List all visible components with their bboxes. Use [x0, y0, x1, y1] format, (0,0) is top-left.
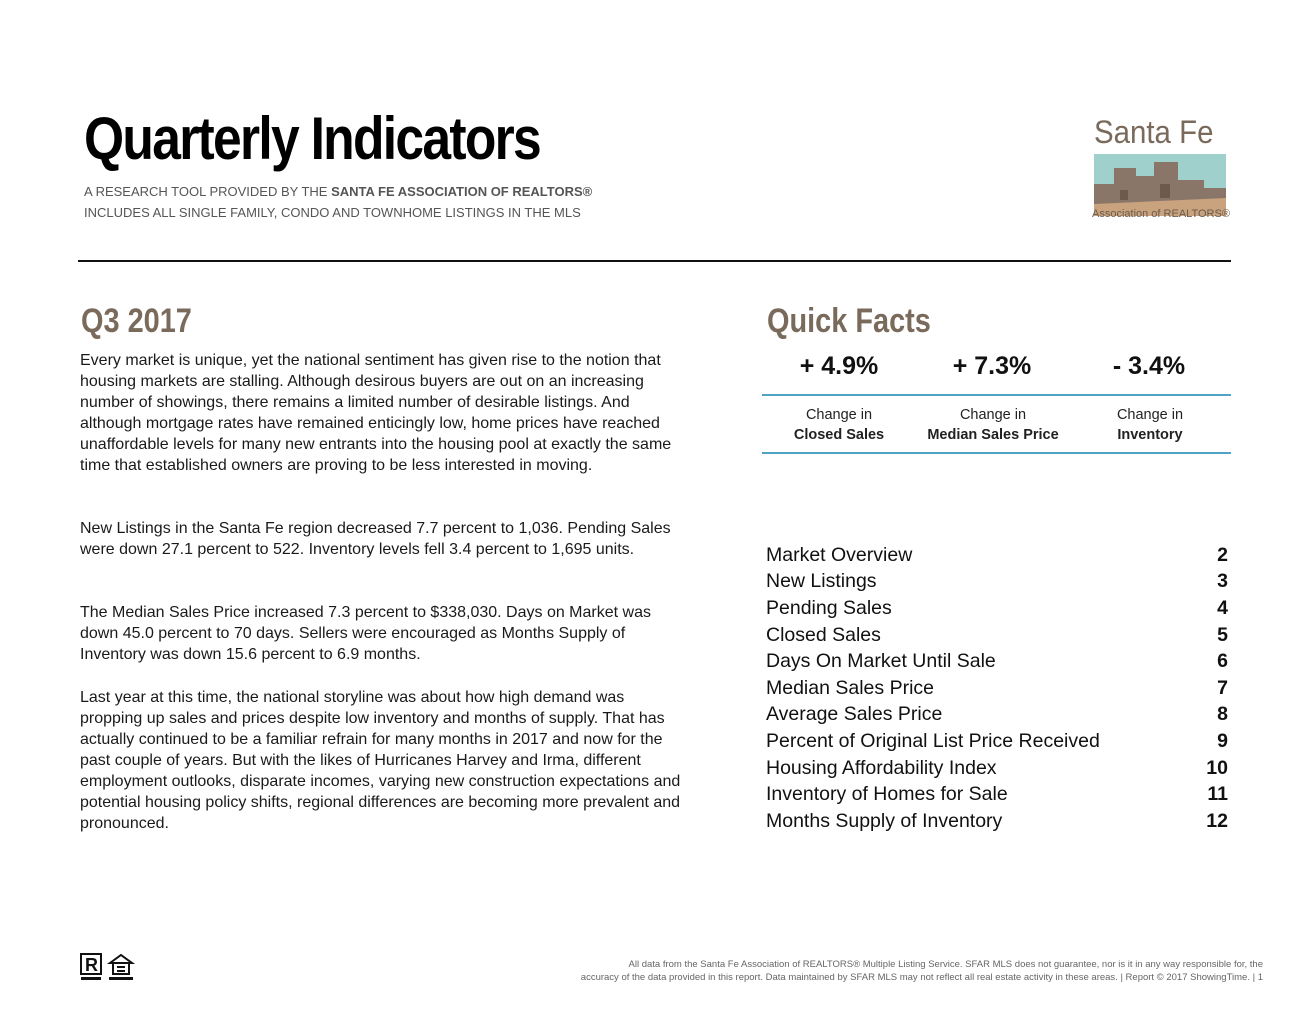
toc-label: Pending Sales: [766, 596, 892, 619]
subtitle-prefix: A RESEARCH TOOL PROVIDED BY THE: [84, 184, 332, 199]
adobe-building-icon: [1094, 154, 1226, 216]
footer-line-1: All data from the Santa Fe Association of REALTORS® Multiple Listing Service. SFAR MLS does not guarantee, nor is it in any way responsible for, the: [628, 959, 1263, 970]
header-divider: [78, 260, 1231, 262]
toc-label: Percent of Original List Price Received: [766, 729, 1100, 752]
paragraph-outlook: Last year at this time, the national storyline was about how high demand was propping up sales and prices despite low inventory and months of supply. That has actually continued to be a familiar refrain for many months in 2017 and now for the past couple of years. But with the likes of Hurricanes Harvey and Irma, different employment outlooks, disparate incomes, varying new construction expectations and potential housing policy shifts, regional differences are becoming more prevalent and pronounced.: [80, 689, 681, 832]
subtitle-org: SANTA FE ASSOCIATION OF REALTORS®: [331, 184, 593, 199]
footer-badges: [80, 953, 160, 983]
toc-page: 6: [1217, 650, 1228, 673]
quick-facts-bottom-rule: [762, 452, 1231, 454]
table-of-contents: [766, 542, 1228, 835]
fact-label-top: Change in: [959, 407, 1027, 423]
toc-page: 10: [1206, 756, 1228, 779]
toc-item-closed-sales[interactable]: [766, 622, 1228, 649]
svg-text:R: R: [85, 955, 98, 975]
toc-label: Median Sales Price: [766, 676, 934, 699]
footer-line-2: accuracy of the data provided in this report. Data maintained by SFAR MLS may not reflect all real estate activity in these areas. | Report © 2017 ShowingTime. | 1: [580, 972, 1263, 983]
fact-label-top: Change in: [805, 407, 873, 423]
toc-page: 12: [1206, 809, 1228, 832]
fact-value-median-price: + 7.3%: [952, 352, 1032, 380]
fact-label-bold: Closed Sales: [793, 427, 885, 443]
toc-label: Inventory of Homes for Sale: [766, 783, 1008, 806]
subtitle-line-1: [84, 184, 592, 199]
toc-item-inventory[interactable]: [766, 781, 1228, 808]
fact-label-bold: Inventory: [1117, 427, 1183, 443]
fact-value-closed-sales: + 4.9%: [799, 352, 879, 380]
toc-label: Months Supply of Inventory: [766, 809, 1003, 832]
fact-label-closed-sales: [754, 405, 924, 445]
realtor-r-icon: [80, 953, 160, 983]
fact-label-top: Change in: [1116, 407, 1184, 423]
fact-label-median-price: [908, 405, 1078, 445]
toc-page: 4: [1217, 596, 1228, 619]
paragraph-intro: Every market is unique, yet the national sentiment has given rise to the notion that housing markets are stalling. Although desirous buyers are out on an increasing number of showings, there remains a limited number of desirable listings. And although mortgage rates have remained enticingly low, home prices have reached unaffordable levels for many new entrants into the housing pool at exactly the same time that established owners are proving to be less interested in moving.: [80, 352, 672, 474]
toc-page: 8: [1217, 703, 1228, 726]
logo-tagline: Association of REALTORS®: [1092, 208, 1230, 220]
fact-value-inventory: - 3.4%: [1112, 352, 1186, 380]
fact-label-inventory: [1065, 405, 1235, 445]
subtitle-line-2: INCLUDES ALL SINGLE FAMILY, CONDO AND TOWNHOME LISTINGS IN THE MLS: [84, 205, 581, 220]
logo-name: Santa Fe: [1094, 114, 1214, 150]
toc-item-median-sales-price[interactable]: [766, 675, 1228, 702]
quick-facts-heading: Quick Facts: [767, 302, 931, 340]
toc-page: 3: [1217, 570, 1228, 593]
toc-label: New Listings: [766, 570, 877, 593]
quick-facts-top-rule: [762, 394, 1231, 396]
toc-label: Market Overview: [766, 543, 913, 566]
paragraph-listings: New Listings in the Santa Fe region decreased 7.7 percent to 1,036. Pending Sales were down 27.1 percent to 522. Inventory levels fell 3.4 percent to 1,695 units.: [80, 520, 671, 558]
equal-housing-icon: [109, 955, 133, 980]
toc-label: Days On Market Until Sale: [766, 650, 996, 673]
toc-label: Average Sales Price: [766, 703, 943, 726]
santa-fe-logo: [1090, 114, 1230, 224]
toc-item-market-overview[interactable]: [766, 542, 1228, 569]
period-heading: Q3 2017: [81, 302, 192, 340]
toc-item-new-listings[interactable]: [766, 569, 1228, 596]
toc-label: Housing Affordability Index: [766, 756, 997, 779]
toc-item-pending-sales[interactable]: [766, 595, 1228, 622]
toc-item-days-on-market[interactable]: [766, 648, 1228, 675]
page-title: Quarterly Indicators: [84, 105, 540, 172]
toc-item-affordability-index[interactable]: [766, 755, 1228, 782]
toc-page: 2: [1217, 543, 1228, 566]
toc-page: 9: [1217, 729, 1228, 752]
toc-label: Closed Sales: [766, 623, 881, 646]
toc-page: 11: [1207, 783, 1228, 806]
footer-disclaimer: [503, 958, 1263, 984]
paragraph-prices: The Median Sales Price increased 7.3 percent to $338,030. Days on Market was down 45.0 percent to 70 days. Sellers were encouraged as Months Supply of Inventory was down 15.6 percent to 6.9 months.: [80, 604, 651, 663]
fact-label-bold: Median Sales Price: [927, 427, 1059, 443]
toc-page: 7: [1217, 676, 1228, 699]
toc-item-months-supply[interactable]: [766, 808, 1228, 835]
toc-item-average-sales-price[interactable]: [766, 702, 1228, 729]
toc-item-pct-list-price[interactable]: [766, 728, 1228, 755]
toc-page: 5: [1217, 623, 1228, 646]
